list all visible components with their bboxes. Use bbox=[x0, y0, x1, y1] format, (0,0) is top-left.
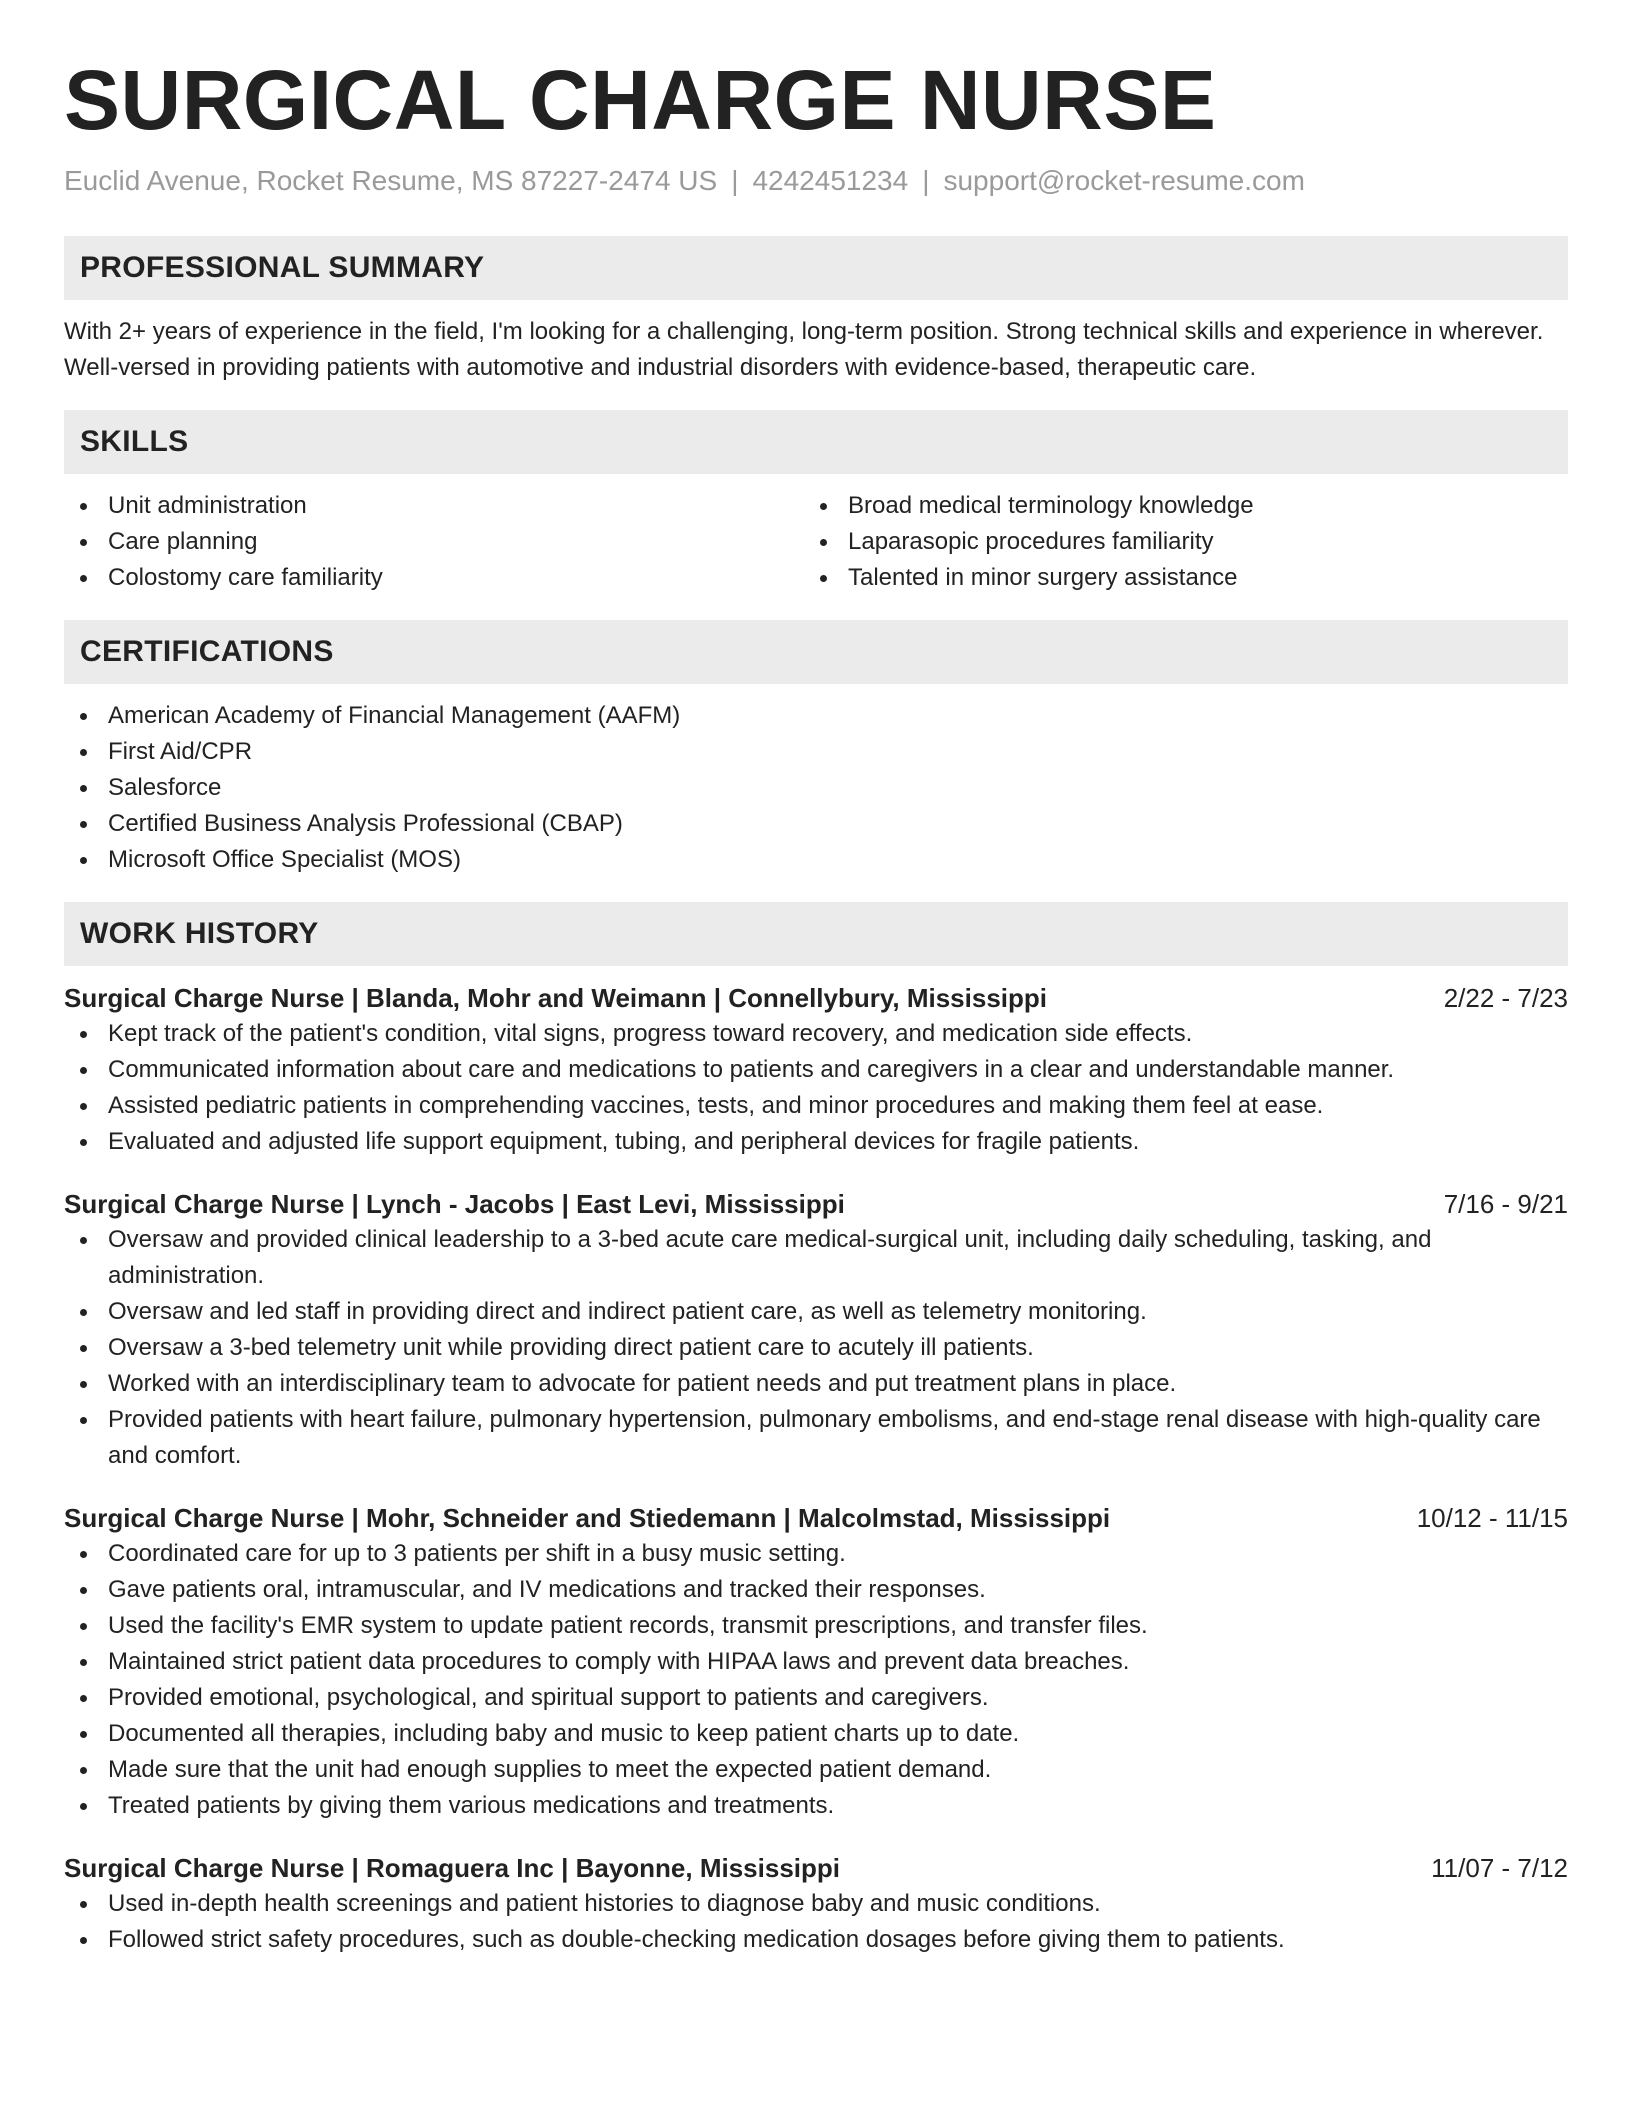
job-bullet: Oversaw and led staff in providing direct and indirect patient care, as well as telemetry monitoring. bbox=[64, 1294, 1568, 1330]
certification-item: Salesforce bbox=[64, 770, 1568, 806]
job-entry bbox=[64, 1500, 1568, 1824]
skill-item: Care planning bbox=[64, 524, 804, 560]
skill-item: Colostomy care familiarity bbox=[64, 560, 804, 596]
skills-column-left bbox=[64, 488, 804, 596]
job-bullet: Kept track of the patient's condition, vital signs, progress toward recovery, and medication side effects. bbox=[64, 1016, 1568, 1052]
contact-line bbox=[64, 164, 1568, 198]
job-bullet: Evaluated and adjusted life support equipment, tubing, and peripheral devices for fragile patients. bbox=[64, 1124, 1568, 1160]
job-entry bbox=[64, 1186, 1568, 1474]
skills-column-right bbox=[804, 488, 1544, 596]
job-title: Surgical Charge Nurse | Romaguera Inc | Bayonne, Mississippi bbox=[64, 1852, 840, 1883]
job-title: Surgical Charge Nurse | Lynch - Jacobs | East Levi, Mississippi bbox=[64, 1188, 845, 1219]
job-bullet: Treated patients by giving them various medications and treatments. bbox=[64, 1788, 1568, 1824]
summary-text: With 2+ years of experience in the field, I'm looking for a challenging, long-term position. Strong technical skills and experience in wherever. Well-versed in providing patients with automotive and industrial disorders with evidence-based, therapeutic care. bbox=[64, 317, 1544, 381]
job-bullet: Communicated information about care and medications to patients and caregivers in a clear and understandable manner. bbox=[64, 1052, 1568, 1088]
job-header bbox=[64, 1850, 1568, 1886]
skills-grid bbox=[64, 488, 1568, 596]
resume-name: SURGICAL CHARGE NURSE bbox=[64, 53, 1217, 147]
job-bullet: Used in-depth health screenings and patient histories to diagnose baby and music conditions. bbox=[64, 1886, 1568, 1922]
job-dates: 10/12 - 11/15 bbox=[1416, 1502, 1568, 1533]
certifications-heading: CERTIFICATIONS bbox=[64, 620, 1568, 684]
job-entry bbox=[64, 1850, 1568, 1958]
contact-email: support@rocket-resume.com bbox=[943, 165, 1305, 197]
job-bullet: Provided patients with heart failure, pulmonary hypertension, pulmonary embolisms, and end-stage renal disease with high-quality care and comfort. bbox=[64, 1402, 1568, 1474]
work-history-heading: WORK HISTORY bbox=[64, 902, 1568, 966]
job-title: Surgical Charge Nurse | Mohr, Schneider and Stiedemann | Malcolmstad, Mississippi bbox=[64, 1502, 1111, 1533]
job-bullets bbox=[64, 1016, 1568, 1160]
job-title: Surgical Charge Nurse | Blanda, Mohr and Weimann | Connellybury, Mississippi bbox=[64, 982, 1047, 1013]
job-bullet: Documented all therapies, including baby and music to keep patient charts up to date. bbox=[64, 1716, 1568, 1752]
contact-phone: 4242451234 bbox=[752, 165, 909, 197]
job-header bbox=[64, 980, 1568, 1016]
job-header bbox=[64, 1186, 1568, 1222]
certification-item: Microsoft Office Specialist (MOS) bbox=[64, 842, 1568, 878]
job-bullet: Gave patients oral, intramuscular, and IV medications and tracked their responses. bbox=[64, 1572, 1568, 1608]
skill-item: Talented in minor surgery assistance bbox=[804, 560, 1544, 596]
skills-heading: SKILLS bbox=[64, 410, 1568, 474]
skill-item: Laparasopic procedures familiarity bbox=[804, 524, 1544, 560]
job-bullet: Worked with an interdisciplinary team to advocate for patient needs and put treatment plans in place. bbox=[64, 1366, 1568, 1402]
job-dates: 2/22 - 7/23 bbox=[1443, 982, 1568, 1013]
certifications-list bbox=[64, 698, 1568, 878]
certification-item: Certified Business Analysis Professional (CBAP) bbox=[64, 806, 1568, 842]
job-bullet: Made sure that the unit had enough supplies to meet the expected patient demand. bbox=[64, 1752, 1568, 1788]
job-bullet: Provided emotional, psychological, and spiritual support to patients and caregivers. bbox=[64, 1680, 1568, 1716]
job-header bbox=[64, 1500, 1568, 1536]
job-bullet: Followed strict safety procedures, such as double-checking medication dosages before giving them to patients. bbox=[64, 1922, 1568, 1958]
job-bullet: Oversaw and provided clinical leadership to a 3-bed acute care medical-surgical unit, including daily scheduling, tasking, and administration. bbox=[64, 1222, 1568, 1294]
job-entry bbox=[64, 980, 1568, 1160]
skill-item: Unit administration bbox=[64, 488, 804, 524]
summary-heading: PROFESSIONAL SUMMARY bbox=[64, 236, 1568, 300]
job-bullet: Used the facility's EMR system to update patient records, transmit prescriptions, and transfer files. bbox=[64, 1608, 1568, 1644]
job-dates: 7/16 - 9/21 bbox=[1443, 1188, 1568, 1219]
job-bullets bbox=[64, 1536, 1568, 1824]
contact-address: Euclid Avenue, Rocket Resume, MS 87227-2474 US bbox=[64, 165, 718, 197]
job-bullets bbox=[64, 1222, 1568, 1474]
skill-item: Broad medical terminology knowledge bbox=[804, 488, 1544, 524]
job-bullet: Oversaw a 3-bed telemetry unit while providing direct patient care to acutely ill patients. bbox=[64, 1330, 1568, 1366]
job-bullet: Coordinated care for up to 3 patients per shift in a busy music setting. bbox=[64, 1536, 1568, 1572]
contact-separator: | bbox=[922, 165, 930, 197]
job-bullets bbox=[64, 1886, 1568, 1958]
job-dates: 11/07 - 7/12 bbox=[1431, 1852, 1568, 1883]
job-bullet: Assisted pediatric patients in comprehending vaccines, tests, and minor procedures and making them feel at ease. bbox=[64, 1088, 1568, 1124]
certification-item: First Aid/CPR bbox=[64, 734, 1568, 770]
certification-item: American Academy of Financial Management (AAFM) bbox=[64, 698, 1568, 734]
contact-separator: | bbox=[731, 165, 739, 197]
job-bullet: Maintained strict patient data procedures to comply with HIPAA laws and prevent data breaches. bbox=[64, 1644, 1568, 1680]
